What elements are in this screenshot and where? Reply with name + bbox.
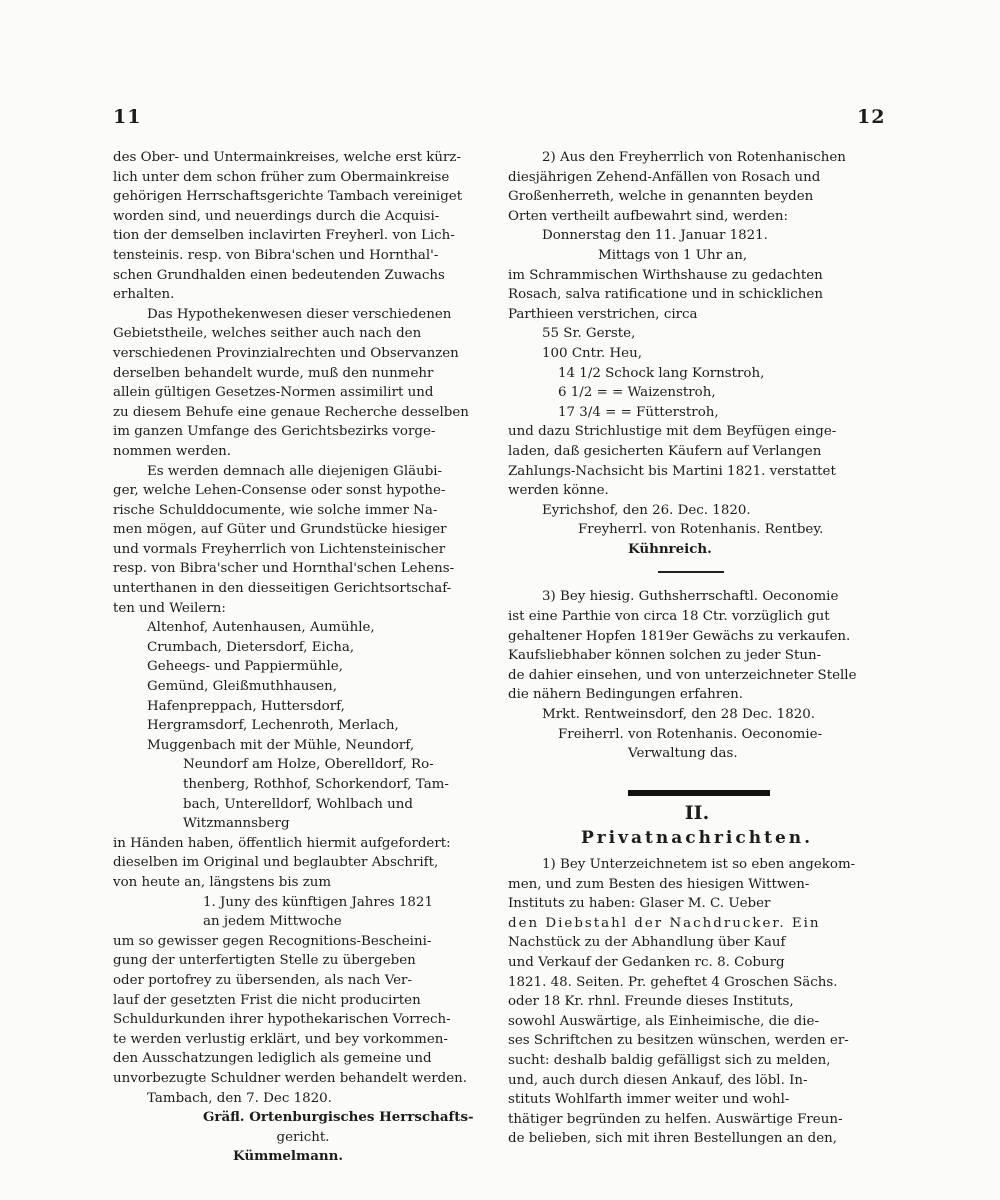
text-line: gehaltener Hopfen 1819er Gewächs zu verkaufen.	[508, 628, 851, 644]
text-line: Freiherrl. von Rotenhanis. Oeconomie-	[558, 726, 823, 742]
text-line: Parthieen verstrichen, circa	[508, 306, 698, 322]
text-line: Freyherrl. von Rotenhanis. Rentbey.	[578, 522, 824, 538]
text-line: Gebietstheile, welches seither auch nach den	[113, 326, 422, 342]
text-line: um so gewisser gegen Recognitions-Bescheini-	[113, 933, 432, 949]
text-line: de belieben, sich mit ihren Bestellungen an den,	[508, 1131, 838, 1147]
page-number-left: 11	[113, 106, 142, 128]
left-column	[113, 148, 493, 1167]
text-line: oder 18 Kr. rhnl. Freunde dieses Instituts,	[508, 994, 794, 1010]
text-line: Crumbach, Dietersdorf, Eicha,	[147, 639, 355, 655]
text-line: Kümmelmann.	[233, 1148, 344, 1165]
text-line: Gemünd, Gleißmuthhausen,	[147, 679, 338, 695]
text-line: unvorbezugte Schuldner werden behandelt werden.	[113, 1070, 468, 1086]
text-line: stituts Wohlfarth immer weiter und wohl-	[508, 1092, 790, 1108]
page-number-right: 12	[857, 106, 886, 128]
text-line: gung der unterfertigten Stelle zu übergeben	[113, 953, 416, 969]
text-line: ger, welche Lehen-Consense oder sonst hypothe-	[113, 483, 446, 499]
text-line: den Ausschatzungen lediglich als gemeine und	[113, 1051, 432, 1067]
text-line: verschiedenen Provinzialrechten und Observanzen	[113, 345, 459, 361]
text-line: 1) Bey Unterzeichnetem ist so eben angekom-	[542, 857, 856, 872]
text-line: bach, Unterelldorf, Wohlbach und	[183, 796, 413, 812]
text-line: 1. Juny des künftigen Jahres 1821	[203, 894, 433, 910]
text-line: sowohl Auswärtige, als Einheimische, die die-	[508, 1013, 819, 1029]
divider-rule	[658, 571, 724, 573]
text-line: Witzmannsberg	[183, 816, 290, 832]
text-line: Orten vertheilt aufbewahrt sind, werden:	[508, 208, 789, 224]
text-line: ten und Weilern:	[113, 600, 226, 616]
text-line: Neundorf am Holze, Oberelldorf, Ro-	[183, 757, 434, 773]
text-line: rische Schulddocumente, wie solche immer Na-	[113, 502, 438, 518]
text-line: Tambach, den 7. Dec 1820.	[147, 1090, 332, 1106]
section-heading: Privatnachrichten.	[580, 828, 814, 849]
notice-3	[508, 587, 886, 763]
text-line: 3) Bey hiesig. Guthsherrschaftl. Oeconomie	[542, 589, 839, 605]
text-line: im Schrammischen Wirthshause zu gedachten	[508, 267, 823, 283]
text-line: men mögen, auf Güter und Grundstücke hiesiger	[113, 522, 447, 538]
text-line: diesjährigen Zehend-Anfällen von Rosach und	[508, 169, 821, 185]
text-line: derselben behandelt wurde, muß den nunmehr	[113, 365, 434, 381]
text-line: ist eine Parthie von circa 18 Ctr. vorzüglich gut	[508, 609, 830, 625]
text-line: Kaufsliebhaber können solchen zu jeder Stun-	[508, 648, 822, 664]
text-line: des Ober- und Untermainkreises, welche erst kürz-	[113, 150, 461, 165]
text-line: Es werden demnach alle diejenigen Gläubi-	[147, 463, 443, 479]
text-line: 1821. 48. Seiten. Pr. geheftet 4 Groschen Sächs.	[508, 974, 838, 990]
text-line: nommen werden.	[113, 443, 232, 459]
text-line: de dahier einsehen, und von unterzeichneter Stelle	[508, 667, 857, 683]
text-line: allein gültigen Gesetzes-Normen assimilirt und	[113, 385, 434, 401]
text-line: Donnerstag den 11. Januar 1821.	[542, 228, 768, 244]
text-line: Gräfl. Ortenburgisches Herrschafts-	[203, 1109, 474, 1126]
text-line: Großenherreth, welche in genannten beyden	[508, 189, 814, 205]
text-line: Kühnreich.	[628, 540, 712, 557]
text-line: tensteinis. resp. von Bibra'schen und Hornthal'-	[113, 247, 439, 263]
section-rule	[628, 790, 770, 796]
text-line: laden, daß gesicherten Käufern auf Verlangen	[508, 443, 822, 459]
text-line: 14 1/2 Schock lang Kornstroh,	[558, 365, 765, 381]
text-line: thenberg, Rothhof, Schorkendorf, Tam-	[183, 777, 449, 792]
text-line: Das Hypothekenwesen dieser verschiedenen	[147, 306, 452, 322]
text-line: Zahlungs-Nachsicht bis Martini 1821. verstattet	[508, 463, 836, 479]
text-line: Muggenbach mit der Mühle, Neundorf,	[147, 737, 415, 753]
text-line: sucht: deshalb baldig gefälligst sich zu melden,	[508, 1052, 831, 1068]
text-line: tion der demselben inclavirten Freyherl. von Lich-	[113, 228, 455, 244]
text-line: die nähern Bedingungen erfahren.	[508, 687, 744, 703]
text-line: 6 1/2 = = Waizenstroh,	[558, 385, 716, 401]
text-line: von heute an, längstens bis zum	[113, 874, 332, 890]
text-line: Instituts zu haben: Glaser M. C. Ueber	[508, 896, 771, 912]
text-line: dieselben im Original und beglaubter Abschrift,	[113, 855, 439, 871]
text-line: thätiger begründen zu helfen. Auswärtige Freun-	[508, 1111, 843, 1127]
text-line: Mrkt. Rentweinsdorf, den 28 Dec. 1820.	[542, 707, 816, 723]
text-line: Mittags von 1 Uhr an,	[598, 247, 748, 263]
text-line: ses Schriftchen zu besitzen wünschen, werden er-	[508, 1033, 849, 1049]
text-line: Altenhof, Autenhausen, Aumühle,	[147, 620, 375, 636]
text-line: 100 Cntr. Heu,	[542, 345, 642, 361]
text-line: Hergramsdorf, Lechenroth, Merlach,	[147, 718, 399, 734]
text-line: te werden verlustig erklärt, und bey vorkommen-	[113, 1031, 448, 1047]
text-line: oder portofrey zu übersenden, als nach Ver-	[113, 972, 412, 988]
text-line: Geheegs- und Pappiermühle,	[147, 659, 343, 675]
text-line: den Diebstahl der Nachdrucker. Ein	[508, 915, 821, 931]
text-line: Nachstück zu der Abhandlung über Kauf	[508, 935, 786, 951]
text-line: worden sind, und neuerdings durch die Acquisi-	[113, 208, 440, 224]
text-line: resp. von Bibra'scher und Hornthal'schen Lehens-	[113, 561, 455, 577]
text-line: gehörigen Herrschaftsgerichte Tambach vereiniget	[113, 189, 463, 205]
text-line: werden könne.	[508, 483, 609, 499]
notice-2	[508, 148, 886, 559]
text-line: unterthanen in den diesseitigen Gerichtsortschaf-	[113, 581, 452, 597]
right-column	[508, 148, 886, 1149]
text-line: 2) Aus den Freyherrlich von Rotenhanischen	[542, 150, 846, 165]
text-line: gericht.	[276, 1129, 330, 1145]
section-number: II.	[684, 801, 710, 824]
text-line: Hafenpreppach, Huttersdorf,	[147, 698, 345, 714]
text-line: zu diesem Behufe eine genaue Recherche desselben	[113, 404, 469, 420]
text-line: lauf der gesetzten Frist die nicht producirten	[113, 992, 421, 1008]
text-line: 55 Sr. Gerste,	[542, 326, 636, 342]
text-line: schen Grundhalden einen bedeutenden Zuwachs	[113, 267, 445, 283]
text-line: und vormals Freyherrlich von Lichtensteinischer	[113, 541, 446, 557]
private-notice-1	[508, 855, 886, 1149]
text-line: men, und zum Besten des hiesigen Wittwen-	[508, 876, 810, 892]
text-line: lich unter dem schon früher zum Obermainkreise	[113, 169, 450, 185]
text-line: und Verkauf der Gedanken rc. 8. Coburg	[508, 954, 785, 970]
text-line: Verwaltung das.	[628, 746, 738, 762]
text-line: im ganzen Umfange des Gerichtsbezirks vorge-	[113, 424, 436, 440]
text-line: und dazu Strichlustige mit dem Beyfügen einge-	[508, 424, 837, 440]
text-line: und, auch durch diesen Ankauf, des löbl. In-	[508, 1072, 808, 1088]
text-line: Eyrichshof, den 26. Dec. 1820.	[542, 502, 751, 518]
text-line: Rosach, salva ratificatione und in schicklichen	[508, 287, 823, 303]
text-line: an jedem Mittwoche	[203, 914, 342, 930]
text-line: 17 3/4 = = Fütterstroh,	[558, 404, 719, 420]
text-line: Schuldurkunden ihrer hypothekarischen Vorrech-	[113, 1012, 451, 1028]
text-line: erhalten.	[113, 287, 175, 303]
text-line: in Händen haben, öffentlich hiermit aufgefordert:	[113, 835, 451, 851]
